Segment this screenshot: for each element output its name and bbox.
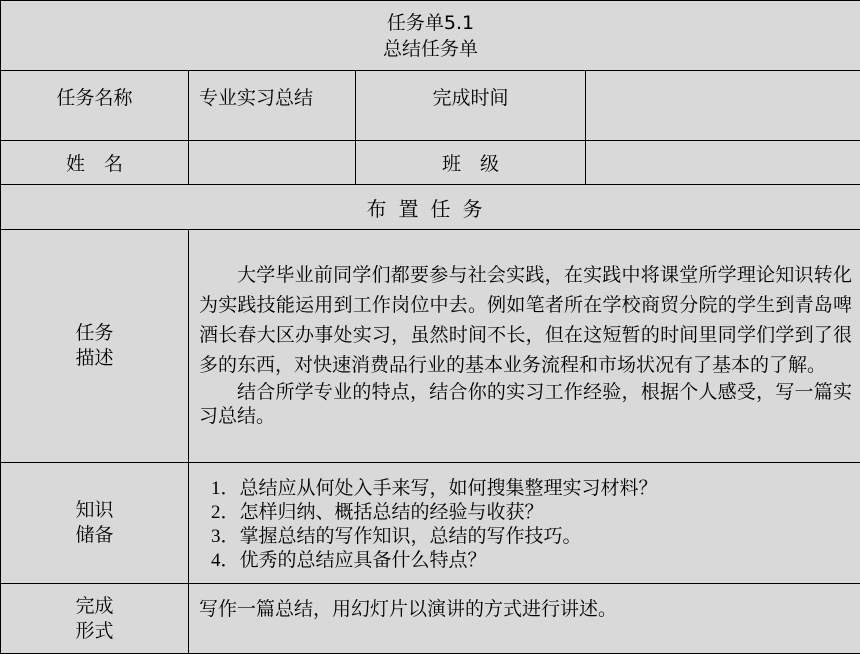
name-value[interactable] <box>189 141 356 185</box>
form-label <box>1 584 189 654</box>
assign-task-heading: 布置任务 <box>1 185 860 230</box>
task-name-value: 专业实习总结 <box>189 71 356 141</box>
description-para1: 大学毕业前同学们都要参与社会实践，在实践中将课堂所学理论知识转化为实践技能运用到工作岗位中去。例如笔者所在学校商贸分院的学生到青岛啤酒长春大区办事处实习，虽然时间不长，但在这短暂的时间里同学们学到了很多的东西，对快速消费品行业的基本业务流程和市场状况有了基本的了解。 <box>199 261 852 381</box>
knowledge-label <box>1 463 189 584</box>
knowledge-item: 4．优秀的总结应具备什么特点？ <box>211 549 850 573</box>
knowledge-item: 1．总结应从何处入手来写，如何搜集整理实习材料？ <box>211 477 850 501</box>
class-label: 班 级 <box>356 141 586 185</box>
header-cell <box>1 1 860 71</box>
knowledge-label-line2: 储备 <box>1 523 188 548</box>
sheet-title: 任务单5.1 <box>1 10 860 36</box>
complete-time-value[interactable] <box>586 71 860 141</box>
description-label-line1: 任务 <box>1 321 188 346</box>
form-label-line2: 形式 <box>1 619 188 644</box>
sheet-subtitle: 总结任务单 <box>1 36 860 62</box>
description-label-line2: 描述 <box>1 346 188 371</box>
class-value[interactable] <box>586 141 860 185</box>
description-para2: 结合所学专业的特点，结合你的实习工作经验，根据个人感受，写一篇实习总结。 <box>199 381 852 429</box>
complete-time-label: 完成时间 <box>356 71 586 141</box>
form-value: 写作一篇总结，用幻灯片以演讲的方式进行讲述。 <box>189 584 860 654</box>
name-label: 姓 名 <box>1 141 189 185</box>
knowledge-item: 3．掌握总结的写作知识，总结的写作技巧。 <box>211 525 850 549</box>
knowledge-label-line1: 知识 <box>1 498 188 523</box>
task-name-label: 任务名称 <box>1 71 189 141</box>
form-label-line1: 完成 <box>1 594 188 619</box>
description-label <box>1 230 189 463</box>
knowledge-list <box>189 463 860 584</box>
knowledge-item: 2．怎样归纳、概括总结的经验与收获？ <box>211 501 850 525</box>
description-text <box>189 230 860 463</box>
